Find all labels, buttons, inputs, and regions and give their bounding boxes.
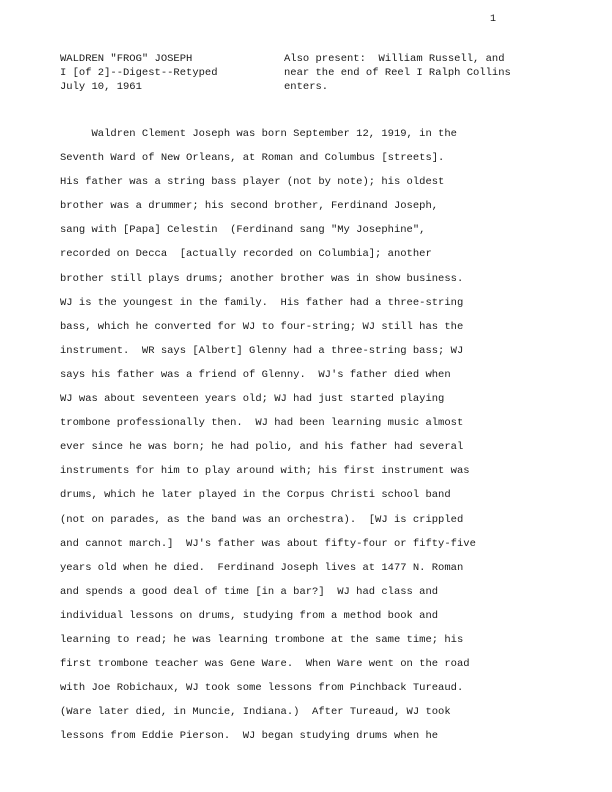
body-line: first trombone teacher was Gene Ware. When Ware went on the road [60, 658, 470, 671]
body-line: ever since he was born; he had polio, and his father had several [60, 441, 464, 454]
body-line: and spends a good deal of time [in a bar?] WJ had class and [60, 585, 439, 598]
header-date: July 10, 1961 [60, 81, 142, 93]
body-line: WJ is the youngest in the family. His father had a three-string [60, 296, 464, 309]
body-line: says his father was a friend of Glenny. WJ's father died when [60, 368, 451, 381]
body-line: brother still plays drums; another brother was in show business. [60, 272, 464, 285]
body-line: WJ was about seventeen years old; WJ had just started playing [60, 393, 445, 406]
body-line: recorded on Decca [actually recorded on Columbia]; another [60, 248, 432, 261]
body-line: trombone professionally then. WJ had been learning music almost [60, 417, 464, 430]
digest-body [60, 122, 580, 748]
body-line: individual lessons on drums, studying from a method book and [60, 609, 439, 622]
body-line: instruments for him to play around with; his first instrument was [60, 465, 470, 478]
header-right-block [284, 52, 511, 94]
header-left-block [60, 52, 218, 94]
body-line: (Ware later died, in Muncie, Indiana.) After Tureaud, WJ took [60, 706, 451, 719]
header-reel-info: I [of 2]--Digest--Retyped [60, 67, 218, 79]
body-line: sang with [Papa] Celestin (Ferdinand sang "My Josephine", [60, 224, 426, 237]
body-line: His father was a string bass player (not by note); his oldest [60, 176, 445, 189]
body-line: years old when he died. Ferdinand Joseph lives at 1477 N. Roman [60, 561, 464, 574]
body-line: and cannot march.] WJ's father was about fifty-four or fifty-five [60, 537, 476, 550]
header-subject-name: WALDREN "FROG" JOSEPH [60, 53, 193, 65]
body-line: learning to read; he was learning trombone at the same time; his [60, 633, 464, 646]
body-line: instrument. WR says [Albert] Glenny had a three-string bass; WJ [60, 344, 464, 357]
body-line: Waldren Clement Joseph was born September 12, 1919, in the [60, 128, 457, 140]
body-line: with Joe Robichaux, WJ took some lessons from Pinchback Tureaud. [60, 682, 464, 695]
header-present-line-3: enters. [284, 81, 329, 93]
page-number: 1 [490, 14, 497, 25]
body-line: brother was a drummer; his second brother, Ferdinand Joseph, [60, 200, 439, 213]
body-line: drums, which he later played in the Corpus Christi school band [60, 489, 451, 502]
body-line: bass, which he converted for WJ to four-string; WJ still has the [60, 320, 464, 333]
header-present-line-2: near the end of Reel I Ralph Collins [284, 67, 511, 79]
body-line: Seventh Ward of New Orleans, at Roman and Columbus [streets]. [60, 152, 445, 165]
body-line: (not on parades, as the band was an orchestra). [WJ is crippled [60, 513, 464, 526]
body-line: lessons from Eddie Pierson. WJ began studying drums when he [60, 730, 439, 743]
header-present-line-1: Also present: William Russell, and [284, 53, 505, 65]
